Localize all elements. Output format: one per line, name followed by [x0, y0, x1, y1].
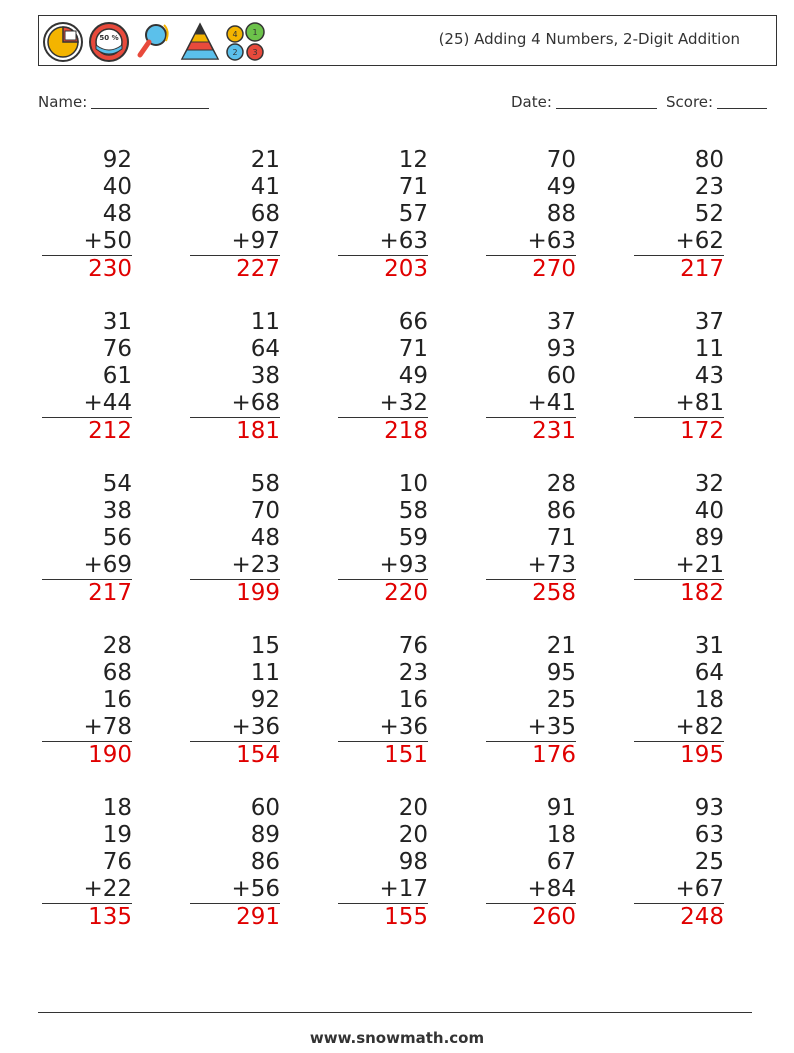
addend: 71 — [398, 174, 428, 200]
addend: 20 — [398, 795, 428, 821]
answer: 151 — [384, 742, 428, 768]
last-addend: +50 — [42, 228, 132, 256]
answer: 176 — [532, 742, 576, 768]
addition-problem — [486, 471, 576, 607]
answer: 135 — [88, 904, 132, 930]
answer: 172 — [680, 418, 724, 444]
answer: 227 — [236, 256, 280, 282]
addend: 37 — [546, 309, 576, 335]
addend: 60 — [546, 363, 576, 389]
addition-problem — [190, 309, 280, 445]
name-label: Name: — [38, 93, 88, 111]
addend: 40 — [102, 174, 132, 200]
last-addend: +68 — [190, 390, 280, 418]
last-addend: +62 — [634, 228, 724, 256]
addition-problem — [190, 633, 280, 769]
addend: 88 — [546, 201, 576, 227]
footer-divider — [38, 1012, 752, 1013]
addend: 89 — [250, 822, 280, 848]
addend: 21 — [546, 633, 576, 659]
addend: 18 — [694, 687, 724, 713]
last-addend: +67 — [634, 876, 724, 904]
addition-problem — [338, 471, 428, 607]
addend: 41 — [250, 174, 280, 200]
addend: 86 — [250, 849, 280, 875]
footer-site: www.snowmath.com — [309, 1029, 485, 1047]
addition-problem — [338, 309, 428, 445]
last-addend: +78 — [42, 714, 132, 742]
addend: 61 — [102, 363, 132, 389]
last-addend: +36 — [338, 714, 428, 742]
answer: 195 — [680, 742, 724, 768]
addend: 57 — [398, 201, 428, 227]
last-addend: +35 — [486, 714, 576, 742]
magnifier-icon — [136, 21, 172, 63]
addend: 68 — [250, 201, 280, 227]
addend: 89 — [694, 525, 724, 551]
addition-problem — [190, 795, 280, 931]
addition-problem — [634, 471, 724, 607]
answer: 230 — [88, 256, 132, 282]
addend: 58 — [398, 498, 428, 524]
number-bubbles-icon — [224, 21, 268, 63]
answer: 182 — [680, 580, 724, 606]
addend: 86 — [546, 498, 576, 524]
answer: 270 — [532, 256, 576, 282]
addend: 21 — [250, 147, 280, 173]
addend: 95 — [546, 660, 576, 686]
addend: 71 — [398, 336, 428, 362]
addend: 25 — [546, 687, 576, 713]
last-addend: +23 — [190, 552, 280, 580]
last-addend: +82 — [634, 714, 724, 742]
addition-problem — [486, 147, 576, 283]
answer: 181 — [236, 418, 280, 444]
addend: 23 — [694, 174, 724, 200]
last-addend: +56 — [190, 876, 280, 904]
last-addend: +93 — [338, 552, 428, 580]
addition-problem — [338, 147, 428, 283]
answer: 155 — [384, 904, 428, 930]
addition-problem — [338, 633, 428, 769]
addition-problem — [190, 471, 280, 607]
addend: 25 — [694, 849, 724, 875]
addition-problem — [42, 633, 132, 769]
addend: 68 — [102, 660, 132, 686]
score-field[interactable] — [666, 93, 767, 111]
addition-problem — [42, 147, 132, 283]
addend: 31 — [694, 633, 724, 659]
addend: 16 — [102, 687, 132, 713]
answer: 190 — [88, 742, 132, 768]
addend: 38 — [102, 498, 132, 524]
addend: 91 — [546, 795, 576, 821]
addend: 23 — [398, 660, 428, 686]
last-addend: +17 — [338, 876, 428, 904]
score-label: Score: — [666, 93, 714, 111]
addend: 76 — [398, 633, 428, 659]
addend: 60 — [250, 795, 280, 821]
addend: 54 — [102, 471, 132, 497]
addend: 98 — [398, 849, 428, 875]
last-addend: +32 — [338, 390, 428, 418]
addend: 92 — [250, 687, 280, 713]
percent-badge-text: 50 % — [99, 34, 119, 42]
answer: 260 — [532, 904, 576, 930]
date-field[interactable] — [511, 93, 657, 111]
addend: 31 — [102, 309, 132, 335]
addend: 49 — [398, 363, 428, 389]
bubble-number: 2 — [232, 48, 238, 57]
answer: 220 — [384, 580, 428, 606]
addend: 49 — [546, 174, 576, 200]
addend: 18 — [546, 822, 576, 848]
addend: 70 — [546, 147, 576, 173]
name-field[interactable] — [38, 93, 209, 111]
last-addend: +84 — [486, 876, 576, 904]
answer: 248 — [680, 904, 724, 930]
addition-problem — [634, 795, 724, 931]
answer: 258 — [532, 580, 576, 606]
worksheet-header — [38, 15, 777, 66]
answer: 217 — [88, 580, 132, 606]
addend: 19 — [102, 822, 132, 848]
last-addend: +97 — [190, 228, 280, 256]
addend: 10 — [398, 471, 428, 497]
addition-problem — [42, 795, 132, 931]
addend: 70 — [250, 498, 280, 524]
addend: 66 — [398, 309, 428, 335]
addend: 12 — [398, 147, 428, 173]
addend: 64 — [250, 336, 280, 362]
addend: 32 — [694, 471, 724, 497]
answer: 231 — [532, 418, 576, 444]
answer: 212 — [88, 418, 132, 444]
addend: 59 — [398, 525, 428, 551]
name-blank[interactable] — [91, 93, 209, 109]
addend: 28 — [546, 471, 576, 497]
date-blank[interactable] — [556, 93, 657, 109]
addend: 71 — [546, 525, 576, 551]
answer: 218 — [384, 418, 428, 444]
addend: 93 — [694, 795, 724, 821]
last-addend: +22 — [42, 876, 132, 904]
addition-problem — [634, 309, 724, 445]
addend: 67 — [546, 849, 576, 875]
answer: 291 — [236, 904, 280, 930]
percent-badge-icon — [88, 21, 130, 63]
addition-problem — [486, 633, 576, 769]
addend: 48 — [250, 525, 280, 551]
answer: 199 — [236, 580, 280, 606]
last-addend: +36 — [190, 714, 280, 742]
addend: 37 — [694, 309, 724, 335]
last-addend: +73 — [486, 552, 576, 580]
addend: 43 — [694, 363, 724, 389]
addend: 64 — [694, 660, 724, 686]
addition-problem — [634, 147, 724, 283]
addend: 52 — [694, 201, 724, 227]
addition-problem — [42, 309, 132, 445]
addition-problem — [42, 471, 132, 607]
bubble-number: 3 — [252, 48, 258, 57]
answer: 203 — [384, 256, 428, 282]
addend: 48 — [102, 201, 132, 227]
last-addend: +81 — [634, 390, 724, 418]
addend: 40 — [694, 498, 724, 524]
score-blank[interactable] — [717, 93, 767, 109]
addition-problem — [190, 147, 280, 283]
addition-problem — [486, 309, 576, 445]
addition-problem — [338, 795, 428, 931]
last-addend: +21 — [634, 552, 724, 580]
last-addend: +44 — [42, 390, 132, 418]
last-addend: +63 — [338, 228, 428, 256]
addend: 18 — [102, 795, 132, 821]
addend: 11 — [250, 309, 280, 335]
bubble-number: 1 — [252, 28, 258, 37]
addend: 16 — [398, 687, 428, 713]
addend: 58 — [250, 471, 280, 497]
addend: 11 — [250, 660, 280, 686]
addend: 93 — [546, 336, 576, 362]
addend: 11 — [694, 336, 724, 362]
addend: 20 — [398, 822, 428, 848]
addend: 56 — [102, 525, 132, 551]
addend: 63 — [694, 822, 724, 848]
last-addend: +69 — [42, 552, 132, 580]
pyramid-icon — [180, 21, 220, 63]
pie-chart-icon — [42, 21, 84, 63]
answer: 217 — [680, 256, 724, 282]
answer: 154 — [236, 742, 280, 768]
addend: 80 — [694, 147, 724, 173]
addition-problem — [634, 633, 724, 769]
addend: 38 — [250, 363, 280, 389]
addition-problem — [486, 795, 576, 931]
worksheet-title: (25) Adding 4 Numbers, 2-Digit Addition — [438, 30, 740, 48]
addend: 92 — [102, 147, 132, 173]
addend: 76 — [102, 849, 132, 875]
bubble-number: 4 — [232, 30, 238, 39]
addend: 15 — [250, 633, 280, 659]
addend: 28 — [102, 633, 132, 659]
date-label: Date: — [511, 93, 552, 111]
addend: 76 — [102, 336, 132, 362]
last-addend: +63 — [486, 228, 576, 256]
last-addend: +41 — [486, 390, 576, 418]
